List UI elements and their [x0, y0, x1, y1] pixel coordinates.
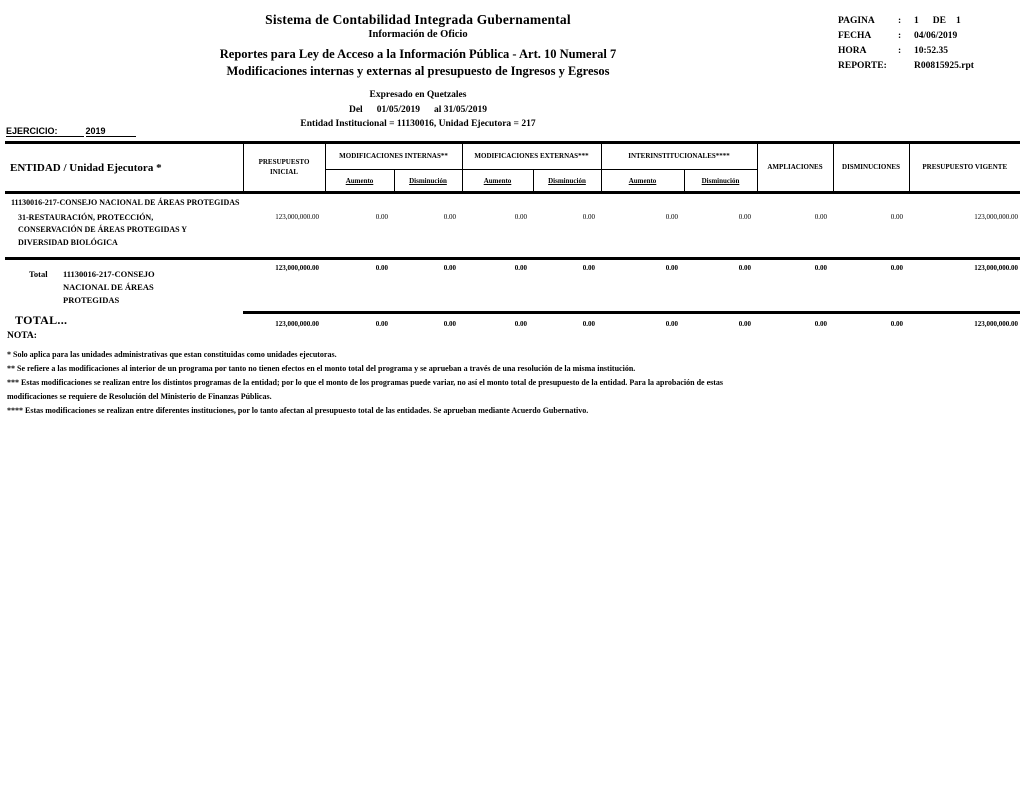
- col-header-aumento-inter: Aumento: [601, 170, 684, 193]
- cell-presupuesto-inicial: 123,000,000.00: [243, 209, 325, 259]
- footnote-3-line1: *** Estas modificaciones se realizan entre los distintos programas de la entidad; por lo que el monto de los programas puede variar, no así el monto total de presupuesto de la entidad. Para la aprobación de estas: [7, 378, 724, 387]
- footnote-2: ** Se refiere a las modificaciones al interior de un programa por tanto no tienen efectos en el monto total del programa y se aprueban a través de una resolución de la misma institución.: [7, 364, 636, 373]
- cell-disminucion-inter: 0.00: [684, 209, 757, 259]
- fecha-row: [838, 31, 1020, 42]
- subtotal-disminucion-internas: 0.00: [443, 264, 456, 273]
- subtotal-label: Total: [29, 269, 48, 280]
- total-ampliaciones: 0.00: [757, 312, 833, 336]
- de-label: DE: [932, 16, 946, 26]
- col-header-disminuciones: DISMINUCIONES: [833, 143, 909, 193]
- total-aumento-externas: 0.00: [462, 312, 533, 336]
- col-header-entidad: ENTIDAD / Unidad Ejecutora *: [5, 143, 243, 193]
- hora-label: HORA: [838, 46, 867, 56]
- page-info-block: [838, 16, 1020, 76]
- col-group-modificaciones-internas: MODIFICACIONES INTERNAS**: [325, 143, 462, 170]
- subtotal-aumento-externas: 0.00: [514, 264, 527, 273]
- subtotal-aumento-internas: 0.00: [375, 264, 388, 273]
- subtotal-disminucion-externas: 0.00: [582, 264, 595, 273]
- reporte-row: [838, 61, 1020, 72]
- cell-aumento-internas: 0.00: [325, 209, 394, 259]
- table-body: [5, 194, 1020, 336]
- del-label: Del: [348, 105, 363, 115]
- report-title-line1: Reportes para Ley de Acceso a la Información Pública - Art. 10 Numeral 7: [219, 47, 617, 61]
- hora-value: 10:52.35: [914, 46, 949, 56]
- notes-section: [7, 331, 1019, 418]
- pagina-row: [838, 16, 1020, 27]
- subtitle-informacion-oficio: Información de Oficio: [368, 29, 468, 40]
- footnote-1: * Solo aplica para las unidades administrativas que estan constituidas como unidades ejecutoras.: [7, 350, 337, 359]
- table-row: [5, 209, 1020, 259]
- total-aumento-inter: 0.00: [601, 312, 684, 336]
- fecha-value: 04/06/2019: [914, 31, 958, 41]
- cell-disminucion-internas: 0.00: [394, 209, 462, 259]
- entity-section-title: 11130016-217-CONSEJO NACIONAL DE ÁREAS PROTEGIDAS: [11, 198, 240, 207]
- total-presupuesto-vigente: 123,000,000.00: [909, 312, 1020, 336]
- pagina-value: 1 DE 1: [914, 16, 961, 26]
- total-disminucion-internas: 0.00: [394, 312, 462, 336]
- subtotal-entity-name: 11130016-217-CONSEJO NACIONAL DE ÁREAS PROTEGIDAS: [63, 269, 155, 305]
- hora-colon: :: [898, 46, 902, 56]
- subtotal-presupuesto-vigente: 123,000,000.00: [974, 264, 1019, 273]
- reporte-label: REPORTE:: [838, 61, 887, 71]
- cell-presupuesto-vigente: 123,000,000.00: [909, 209, 1020, 259]
- subtotal-disminuciones: 0.00: [890, 264, 903, 273]
- report-title-line2: Modificaciones internas y externas al presupuesto de Ingresos y Egresos: [226, 64, 610, 78]
- program-name: 31-RESTAURACIÓN, PROTECCIÓN, CONSERVACIÓN DE ÁREAS PROTEGIDAS Y DIVERSIDAD BIOLÓGICA: [5, 209, 243, 259]
- total-disminucion-inter: 0.00: [684, 312, 757, 336]
- cell-disminuciones: 0.00: [833, 209, 909, 259]
- col-group-interinstitucionales: INTERINSTITUCIONALES****: [601, 143, 757, 170]
- pagina-label: PAGINA: [838, 16, 875, 26]
- notes-title: NOTA:: [7, 331, 37, 341]
- col-header-aumento-externas: Aumento: [462, 170, 533, 193]
- date-range: [158, 105, 678, 115]
- table-header: [5, 141, 1020, 194]
- subtotal-aumento-inter: 0.00: [665, 264, 678, 273]
- cell-aumento-externas: 0.00: [462, 209, 533, 259]
- subtotal-ampliaciones: 0.00: [814, 264, 827, 273]
- col-header-presupuesto-vigente: PRESUPUESTO VIGENTE: [909, 143, 1020, 193]
- col-header-ampliaciones: AMPLIACIONES: [757, 143, 833, 193]
- date-to: 31/05/2019: [443, 105, 488, 115]
- ejercicio-label: EJERCICIO:: [6, 126, 84, 137]
- reporte-value: R00815925.rpt: [914, 61, 974, 71]
- subtotal-name: [5, 259, 243, 313]
- cell-aumento-inter: 0.00: [601, 209, 684, 259]
- total-disminuciones: 0.00: [833, 312, 909, 336]
- entity-section-row: [5, 194, 1020, 209]
- cell-ampliaciones: 0.00: [757, 209, 833, 259]
- footnote-3-line2: modificaciones se requiere de Resolución del Ministerio de Finanzas Públicas.: [7, 392, 272, 401]
- system-title: Sistema de Contabilidad Integrada Gubernamental: [265, 12, 571, 27]
- total-presupuesto-inicial: 123,000,000.00: [243, 312, 325, 336]
- fecha-colon: :: [898, 31, 902, 41]
- col-header-disminucion-internas: Disminución: [394, 170, 462, 193]
- subtotal-row: [5, 259, 1020, 313]
- hora-row: [838, 46, 1020, 57]
- report-table: [5, 141, 1020, 336]
- total-disminucion-externas: 0.00: [533, 312, 601, 336]
- cell-disminucion-externas: 0.00: [533, 209, 601, 259]
- subtotal-disminucion-inter: 0.00: [738, 264, 751, 273]
- subtotal-presupuesto-inicial: 123,000,000.00: [275, 264, 319, 273]
- col-header-disminucion-inter: Disminución: [684, 170, 757, 193]
- currency-note: Expresado en Quetzales: [369, 90, 467, 100]
- col-header-aumento-internas: Aumento: [325, 170, 394, 193]
- total-aumento-internas: 0.00: [325, 312, 394, 336]
- report-header: [158, 12, 678, 129]
- col-group-modificaciones-externas: MODIFICACIONES EXTERNAS***: [462, 143, 601, 170]
- ejercicio-line: [6, 126, 136, 136]
- fecha-label: FECHA: [838, 31, 872, 41]
- date-from: 01/05/2019: [376, 105, 420, 115]
- col-header-presupuesto-inicial: PRESUPUESTO INICIAL: [243, 143, 325, 193]
- de-value: 1: [955, 16, 961, 26]
- ejercicio-value: 2019: [86, 126, 136, 137]
- footnote-4: **** Estas modificaciones se realizan entre diferentes instituciones, por lo tanto afectan al presupuesto total de las entidades. Se aprueban mediante Acuerdo Gubernativo.: [7, 406, 589, 415]
- al-label: al: [433, 105, 442, 115]
- col-header-disminucion-externas: Disminución: [533, 170, 601, 193]
- entity-line: Entidad Institucional = 11130016, Unidad Ejecutora = 217: [300, 119, 536, 129]
- grand-total-label: TOTAL...: [15, 313, 68, 328]
- pagina-colon: :: [898, 16, 902, 26]
